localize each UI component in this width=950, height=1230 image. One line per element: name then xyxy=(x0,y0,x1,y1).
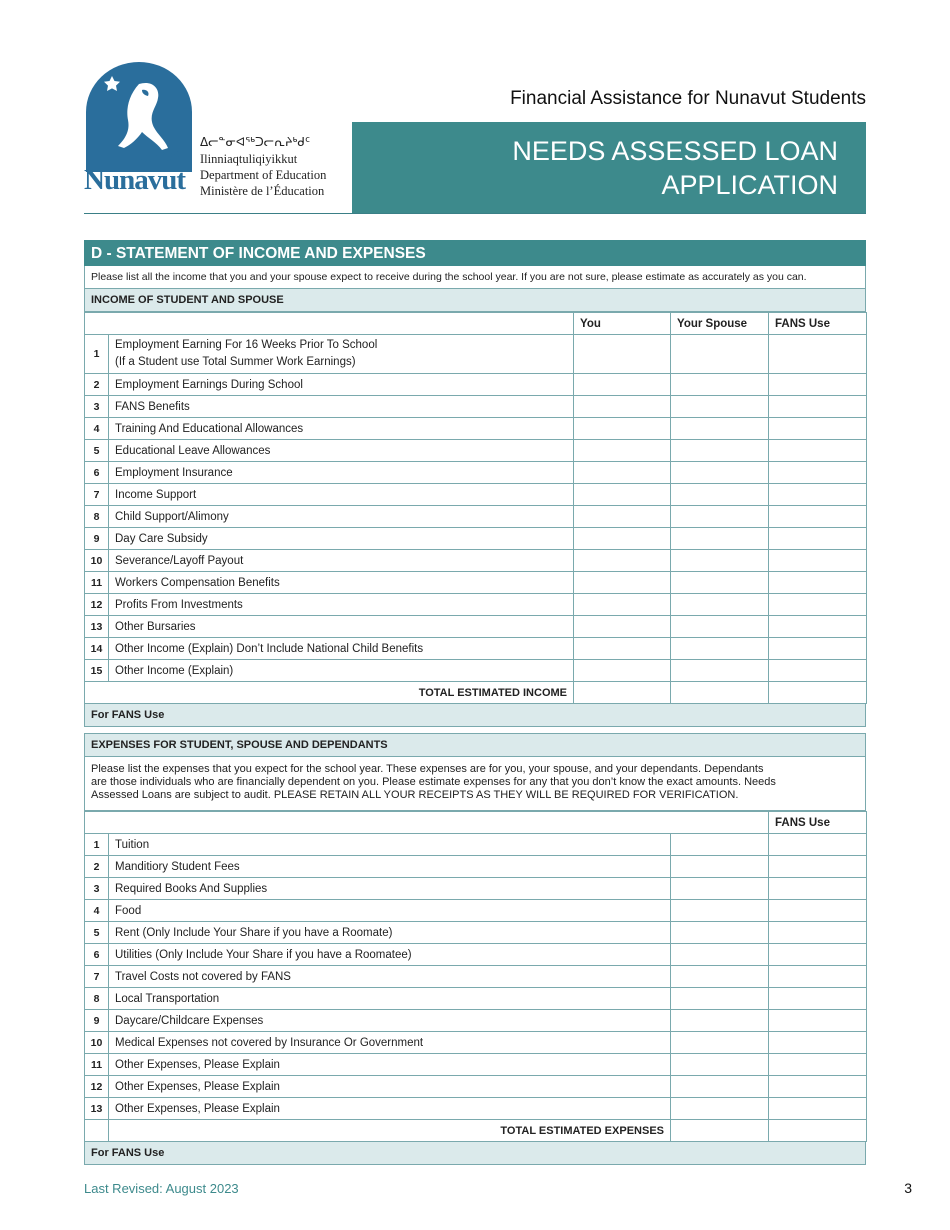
expense-row xyxy=(85,1076,867,1098)
total-income-spouse[interactable] xyxy=(671,682,769,704)
program-title: Financial Assistance for Nunavut Students xyxy=(510,88,866,109)
spouse-amount-field[interactable] xyxy=(671,462,769,484)
income-row xyxy=(85,660,867,682)
expense-item-label: Utilities (Only Include Your Share if you have a Roomatee) xyxy=(109,944,671,966)
expense-item-label: Tuition xyxy=(109,834,671,856)
spouse-amount-field[interactable] xyxy=(671,374,769,396)
col-you: You xyxy=(574,313,671,335)
row-number: 4 xyxy=(85,900,109,922)
income-heading: INCOME OF STUDENT AND SPOUSE xyxy=(84,289,866,312)
title-banner xyxy=(352,122,866,214)
spouse-amount-field[interactable] xyxy=(671,440,769,462)
fans-use-field[interactable] xyxy=(769,528,867,550)
fans-use-field[interactable] xyxy=(769,1054,867,1076)
expense-item-label: Travel Costs not covered by FANS xyxy=(109,966,671,988)
row-number: 2 xyxy=(85,374,109,396)
you-amount-field[interactable] xyxy=(574,506,671,528)
row-number: 10 xyxy=(85,550,109,572)
you-amount-field[interactable] xyxy=(574,638,671,660)
fans-use-field[interactable] xyxy=(769,638,867,660)
spouse-amount-field[interactable] xyxy=(671,616,769,638)
you-amount-field[interactable] xyxy=(574,484,671,506)
income-row xyxy=(85,550,867,572)
fans-use-field[interactable] xyxy=(769,616,867,638)
total-income-you[interactable] xyxy=(574,682,671,704)
form-title: NEEDS ASSESSED LOAN APPLICATION xyxy=(512,136,838,200)
section-instructions: Please list all the income that you and your spouse expect to receive during the school year. If you are not sure, please estimate as accurately as you can. xyxy=(84,266,866,289)
spouse-amount-field[interactable] xyxy=(671,594,769,616)
income-row xyxy=(85,374,867,396)
fans-use-field[interactable] xyxy=(769,462,867,484)
fans-use-field[interactable] xyxy=(769,922,867,944)
expenses-heading: EXPENSES FOR STUDENT, SPOUSE AND DEPENDANTS xyxy=(84,733,866,757)
income-header-row xyxy=(85,313,867,335)
row-number: 1 xyxy=(85,834,109,856)
spouse-amount-field[interactable] xyxy=(671,396,769,418)
fans-use-field[interactable] xyxy=(769,1076,867,1098)
expense-amount-field[interactable] xyxy=(671,944,769,966)
income-row xyxy=(85,418,867,440)
fans-use-field[interactable] xyxy=(769,988,867,1010)
income-row xyxy=(85,572,867,594)
row-number: 13 xyxy=(85,1098,109,1120)
expense-row xyxy=(85,966,867,988)
total-expenses-fans[interactable] xyxy=(769,1120,867,1142)
col-your-spouse: Your Spouse xyxy=(671,313,769,335)
expense-item-label: Medical Expenses not covered by Insurance Or Government xyxy=(109,1032,671,1054)
expense-row xyxy=(85,834,867,856)
expense-item-label: Local Transportation xyxy=(109,988,671,1010)
fans-use-field[interactable] xyxy=(769,396,867,418)
fans-use-field[interactable] xyxy=(769,550,867,572)
expense-item-label: Other Expenses, Please Explain xyxy=(109,1076,671,1098)
row-number: 3 xyxy=(85,396,109,418)
income-row xyxy=(85,462,867,484)
income-row xyxy=(85,440,867,462)
row-number: 2 xyxy=(85,856,109,878)
spouse-amount-field[interactable] xyxy=(671,528,769,550)
expense-row xyxy=(85,922,867,944)
income-item-label: Employment Earning For 16 Weeks Prior To School (If a Student use Total Summer Work Earnings) xyxy=(109,335,574,374)
you-amount-field[interactable] xyxy=(574,572,671,594)
spouse-amount-field[interactable] xyxy=(671,638,769,660)
row-number: 11 xyxy=(85,1054,109,1076)
you-amount-field[interactable] xyxy=(574,550,671,572)
expense-amount-field[interactable] xyxy=(671,922,769,944)
fans-use-field[interactable] xyxy=(769,1032,867,1054)
row-number: 5 xyxy=(85,922,109,944)
expense-row xyxy=(85,1098,867,1120)
fans-use-field[interactable] xyxy=(769,572,867,594)
income-item-label: FANS Benefits xyxy=(109,396,574,418)
row-number: 12 xyxy=(85,594,109,616)
nunavut-wordmark: Nunavut xyxy=(84,164,185,196)
expense-amount-field[interactable] xyxy=(671,1076,769,1098)
expense-item-label: Required Books And Supplies xyxy=(109,878,671,900)
fans-use-field[interactable] xyxy=(769,335,867,374)
department-logo xyxy=(84,62,352,214)
income-item-label: Training And Educational Allowances xyxy=(109,418,574,440)
you-amount-field[interactable] xyxy=(574,616,671,638)
fans-use-field[interactable] xyxy=(769,1098,867,1120)
spouse-amount-field[interactable] xyxy=(671,660,769,682)
fans-use-field[interactable] xyxy=(769,1010,867,1032)
expenses-fans-use: For FANS Use xyxy=(84,1142,866,1165)
income-item-label: Other Income (Explain) Don’t Include National Child Benefits xyxy=(109,638,574,660)
expense-row xyxy=(85,944,867,966)
you-amount-field[interactable] xyxy=(574,335,671,374)
row-number: 8 xyxy=(85,988,109,1010)
expenses-instructions: Please list the expenses that you expect for the school year. These expenses are for you, your spouse, and your dependants. Dependants are those individuals who are financially dependent on you. Please estimate expenses for any that you don’t know the exact amounts. Needs Assessed Loans are subject to audit. PLEASE RETAIN ALL YOUR RECEIPTS AS THEY WILL BE REQUIRED FOR VERIFICATION. xyxy=(84,757,866,811)
row-number: 6 xyxy=(85,462,109,484)
you-amount-field[interactable] xyxy=(574,528,671,550)
row-number: 1 xyxy=(85,335,109,374)
total-income-fans[interactable] xyxy=(769,682,867,704)
expense-row xyxy=(85,1054,867,1076)
income-item-label: Employment Earnings During School xyxy=(109,374,574,396)
total-income-label: TOTAL ESTIMATED INCOME xyxy=(85,682,574,704)
income-fans-use: For FANS Use xyxy=(84,704,866,727)
expenses-total-row xyxy=(85,1120,867,1142)
you-amount-field[interactable] xyxy=(574,418,671,440)
expense-amount-field[interactable] xyxy=(671,1032,769,1054)
row-number: 10 xyxy=(85,1032,109,1054)
expense-item-label: Food xyxy=(109,900,671,922)
fans-use-field[interactable] xyxy=(769,484,867,506)
fans-use-field[interactable] xyxy=(769,900,867,922)
income-row xyxy=(85,335,867,374)
you-amount-field[interactable] xyxy=(574,594,671,616)
income-item-label: Workers Compensation Benefits xyxy=(109,572,574,594)
income-item-label: Employment Insurance xyxy=(109,462,574,484)
fans-use-field[interactable] xyxy=(769,374,867,396)
income-row xyxy=(85,638,867,660)
you-amount-field[interactable] xyxy=(574,396,671,418)
you-amount-field[interactable] xyxy=(574,462,671,484)
col-fans-use: FANS Use xyxy=(769,313,867,335)
col-fans-use: FANS Use xyxy=(769,812,867,834)
department-name: Ilinniaqtuliqiyikkut Department of Education Ministère de l’Éducation xyxy=(200,152,327,198)
expense-amount-field[interactable] xyxy=(671,878,769,900)
spouse-amount-field[interactable] xyxy=(671,335,769,374)
fans-use-field[interactable] xyxy=(769,506,867,528)
row-number: 15 xyxy=(85,660,109,682)
last-revised: Last Revised: August 2023 xyxy=(84,1181,239,1196)
income-item-label: Income Support xyxy=(109,484,574,506)
row-number: 3 xyxy=(85,878,109,900)
expense-amount-field[interactable] xyxy=(671,1098,769,1120)
row-number: 9 xyxy=(85,528,109,550)
fans-use-field[interactable] xyxy=(769,594,867,616)
row-number: 12 xyxy=(85,1076,109,1098)
fans-use-field[interactable] xyxy=(769,944,867,966)
spouse-amount-field[interactable] xyxy=(671,572,769,594)
spouse-amount-field[interactable] xyxy=(671,550,769,572)
row-number: 7 xyxy=(85,966,109,988)
expense-item-label: Other Expenses, Please Explain xyxy=(109,1098,671,1120)
expense-row xyxy=(85,988,867,1010)
expense-row xyxy=(85,900,867,922)
income-row xyxy=(85,506,867,528)
income-table xyxy=(84,312,867,704)
income-row xyxy=(85,616,867,638)
you-amount-field[interactable] xyxy=(574,374,671,396)
income-item-label: Day Care Subsidy xyxy=(109,528,574,550)
income-item-label: Other Income (Explain) xyxy=(109,660,574,682)
fans-use-field[interactable] xyxy=(769,660,867,682)
expense-item-label: Manditiory Student Fees xyxy=(109,856,671,878)
total-expenses-label: TOTAL ESTIMATED EXPENSES xyxy=(109,1120,671,1142)
row-number: 6 xyxy=(85,944,109,966)
income-item-label: Educational Leave Allowances xyxy=(109,440,574,462)
row-number: 8 xyxy=(85,506,109,528)
expense-item-label: Rent (Only Include Your Share if you have a Roomate) xyxy=(109,922,671,944)
expense-amount-field[interactable] xyxy=(671,856,769,878)
page-number: 3 xyxy=(904,1180,912,1196)
total-expenses-you[interactable] xyxy=(671,1120,769,1142)
income-row xyxy=(85,594,867,616)
income-expenses-form xyxy=(84,240,866,1165)
spouse-amount-field[interactable] xyxy=(671,484,769,506)
expense-amount-field[interactable] xyxy=(671,966,769,988)
expense-row xyxy=(85,1032,867,1054)
income-item-label: Severance/Layoff Payout xyxy=(109,550,574,572)
expenses-header-row xyxy=(85,812,867,834)
expense-item-label: Other Expenses, Please Explain xyxy=(109,1054,671,1076)
row-number: 5 xyxy=(85,440,109,462)
fans-use-field[interactable] xyxy=(769,418,867,440)
fans-use-field[interactable] xyxy=(769,834,867,856)
income-total-row xyxy=(85,682,867,704)
spouse-amount-field[interactable] xyxy=(671,506,769,528)
you-amount-field[interactable] xyxy=(574,440,671,462)
spouse-amount-field[interactable] xyxy=(671,418,769,440)
expense-amount-field[interactable] xyxy=(671,988,769,1010)
syllabics-dept-name: ᐃᓕᓐᓂᐊᖅᑐᓕᕆᔨᒃᑯᑦ xyxy=(200,135,311,149)
you-amount-field[interactable] xyxy=(574,660,671,682)
fans-use-field[interactable] xyxy=(769,966,867,988)
expense-amount-field[interactable] xyxy=(671,900,769,922)
expense-amount-field[interactable] xyxy=(671,1010,769,1032)
income-row xyxy=(85,396,867,418)
expense-amount-field[interactable] xyxy=(671,1054,769,1076)
row-number: 4 xyxy=(85,418,109,440)
expenses-table xyxy=(84,811,867,1142)
header-divider xyxy=(84,213,866,214)
nunavut-wordmark-syllabics: ᓄᓇᕗᑦ xyxy=(134,148,184,166)
expense-row xyxy=(85,1010,867,1032)
row-number: 7 xyxy=(85,484,109,506)
income-item-label: Profits From Investments xyxy=(109,594,574,616)
fans-use-field[interactable] xyxy=(769,878,867,900)
row-number: 9 xyxy=(85,1010,109,1032)
income-item-label: Other Bursaries xyxy=(109,616,574,638)
income-row xyxy=(85,484,867,506)
row-number: 11 xyxy=(85,572,109,594)
expense-row xyxy=(85,878,867,900)
fans-use-field[interactable] xyxy=(769,440,867,462)
row-number: 13 xyxy=(85,616,109,638)
fans-use-field[interactable] xyxy=(769,856,867,878)
expense-amount-field[interactable] xyxy=(671,834,769,856)
section-title: D - STATEMENT OF INCOME AND EXPENSES xyxy=(84,240,866,266)
expense-row xyxy=(85,856,867,878)
income-item-label: Child Support/Alimony xyxy=(109,506,574,528)
income-row xyxy=(85,528,867,550)
row-number: 14 xyxy=(85,638,109,660)
expense-item-label: Daycare/Childcare Expenses xyxy=(109,1010,671,1032)
